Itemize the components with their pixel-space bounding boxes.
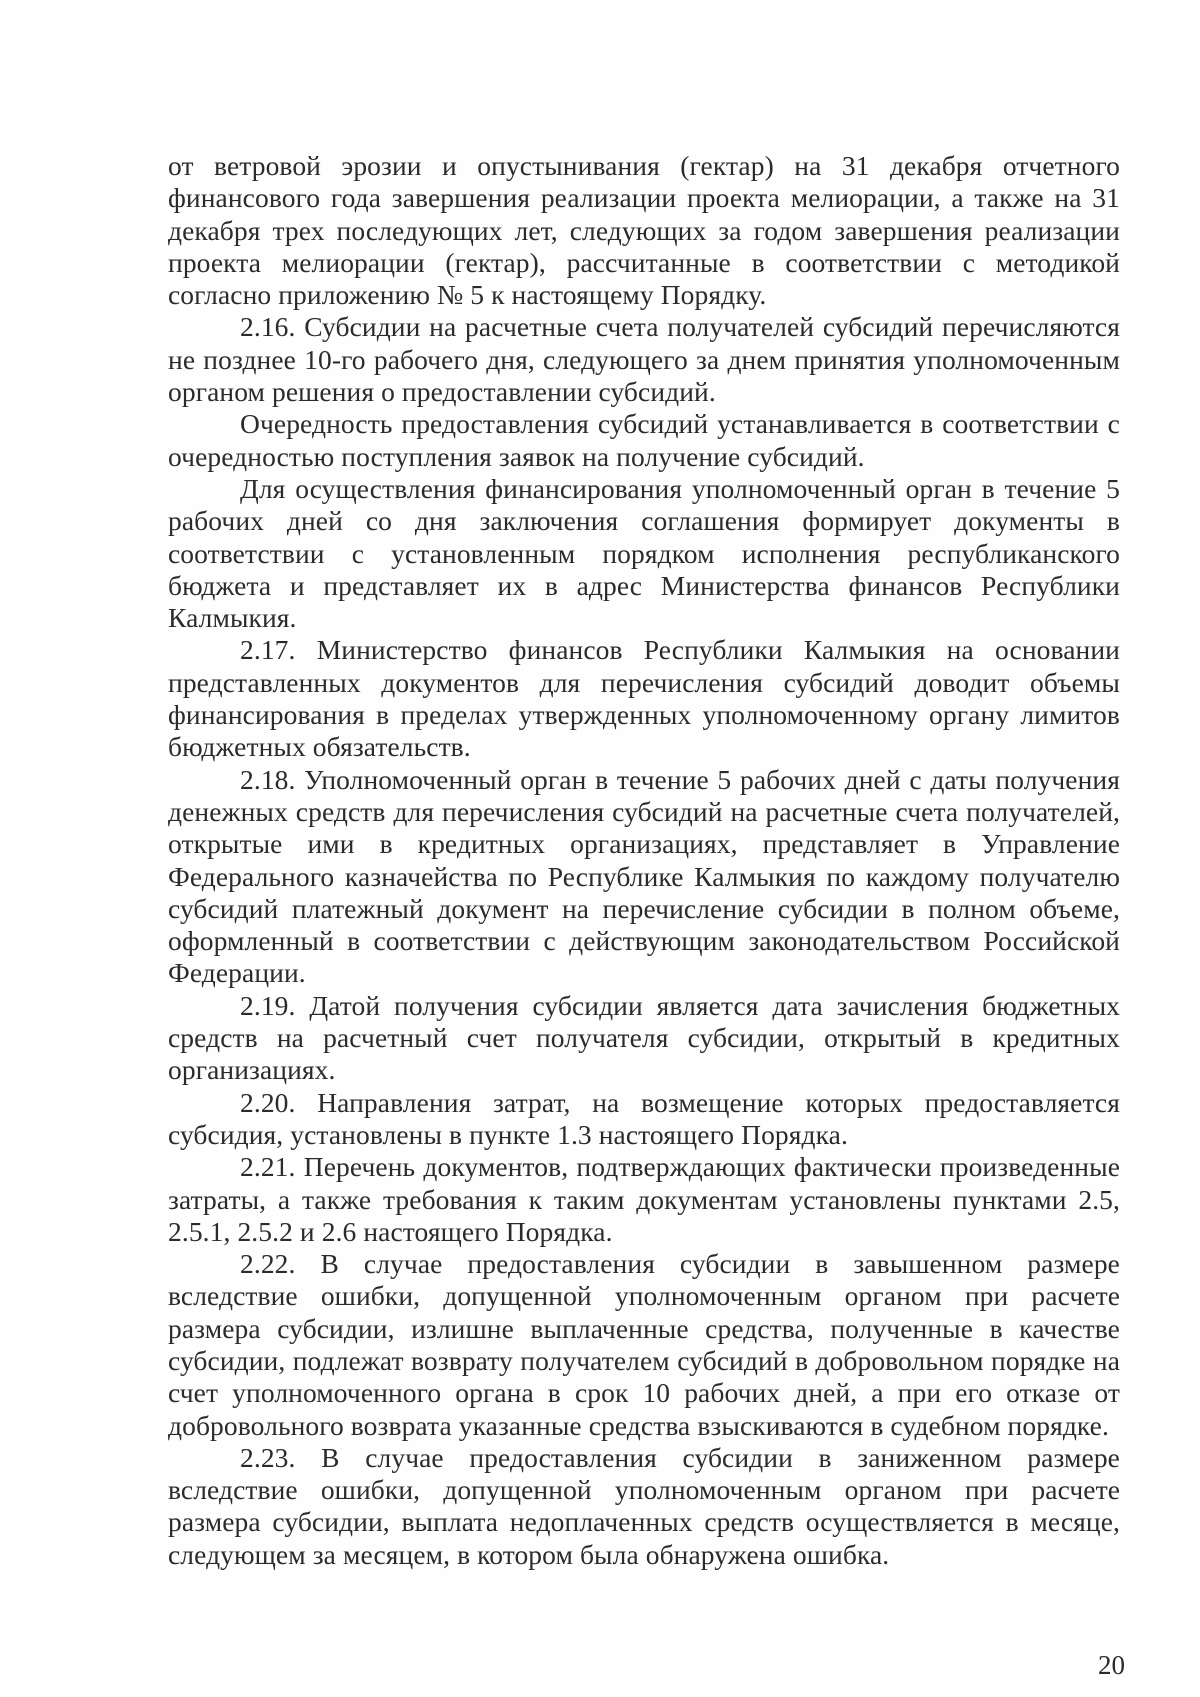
document-body	[168, 150, 1120, 1571]
paragraph-2-22: 2.22. В случае предоставления субсидии в завышенном размере вследствие ошибки, допущенной уполномоченным органом при расчете размера субсидии, излишне выплаченные средства, полученные в качестве субсидии, подлежат возврату получателем субсидий в добровольном порядке на счет уполномоченного органа в срок 10 рабочих дней, а при его отказе от добровольного возврата указанные средства взыскиваются в судебном порядке.	[168, 1248, 1120, 1441]
paragraph-2-18: 2.18. Уполномоченный орган в течение 5 рабочих дней с даты получения денежных средств для перечисления субсидий на расчетные счета получателей, открытые ими в кредитных организациях, представляет в Управление Федерального казначейства по Республике Калмыкия по каждому получателю субсидий платежный документ на перечисление субсидии в полном объеме, оформленный в соответствии с действующим законодательством Российской Федерации.	[168, 763, 1120, 989]
paragraph-2-20: 2.20. Направления затрат, на возмещение которых предоставляется субсидия, установлены в пункте 1.3 настоящего Порядка.	[168, 1086, 1120, 1150]
paragraph-order-of-subsidies: Очередность предоставления субсидий устанавливается в соответствии с очередностью поступления заявок на получение субсидий.	[168, 408, 1120, 472]
paragraph-2-17: 2.17. Министерство финансов Республики Калмыкия на основании представленных документов для перечисления субсидий доводит объемы финансирования в пределах утвержденных уполномоченному органу лимитов бюджетных обязательств.	[168, 634, 1120, 763]
paragraph-2-23: 2.23. В случае предоставления субсидии в заниженном размере вследствие ошибки, допущенной уполномоченным органом при расчете размера субсидии, выплата недоплаченных средств осуществляется в месяце, следующем за месяцем, в котором была обнаружена ошибка.	[168, 1441, 1120, 1570]
paragraph-2-19: 2.19. Датой получения субсидии является дата зачисления бюджетных средств на расчетный счет получателя субсидии, открытый в кредитных организациях.	[168, 989, 1120, 1086]
paragraph-continuation: от ветровой эрозии и опустынивания (гектар) на 31 декабря отчетного финансового года завершения реализации проекта мелиорации, а также на 31 декабря трех последующих лет, следующих за годом завершения реализации проекта мелиорации (гектар), рассчитанные в соответствии с методикой согласно приложению № 5 к настоящему Порядку.	[168, 150, 1120, 311]
paragraph-2-21: 2.21. Перечень документов, подтверждающих фактически произведенные затраты, а также требования к таким документам установлены пунктами 2.5, 2.5.1, 2.5.2 и 2.6 настоящего Порядка.	[168, 1151, 1120, 1247]
paragraph-2-16: 2.16. Субсидии на расчетные счета получателей субсидий перечисляются не позднее 10-го рабочего дня, следующего за днем принятия уполномоченным органом решения о предоставлении субсидий.	[168, 311, 1120, 408]
paragraph-financing: Для осуществления финансирования уполномоченный орган в течение 5 рабочих дней со дня заключения соглашения формирует документы в соответствии с установленным порядком исполнения республиканского бюджета и представляет их в адрес Министерства финансов Республики Калмыкия.	[168, 472, 1120, 634]
page-number: 20	[1098, 1650, 1125, 1680]
